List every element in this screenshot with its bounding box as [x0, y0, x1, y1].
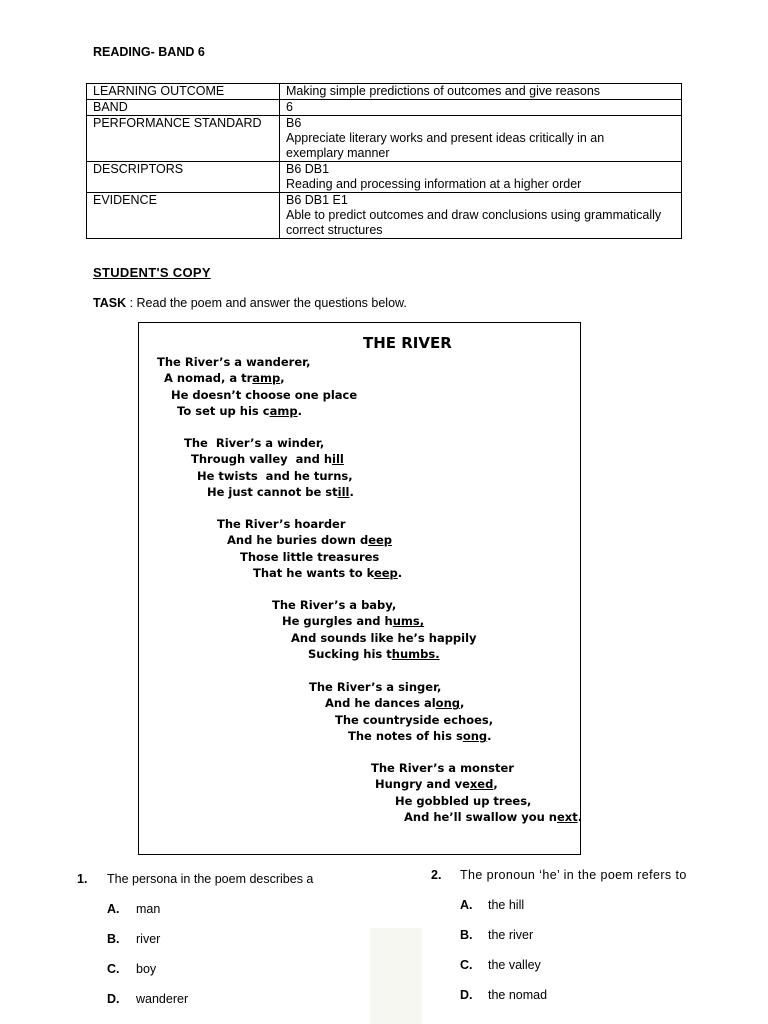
option-text: the valley	[488, 958, 541, 972]
rubric-label: DESCRIPTORS	[87, 162, 280, 193]
document-title: READING- BAND 6	[93, 45, 205, 59]
poem-rhyme-underline: ill	[332, 452, 344, 467]
option-text: river	[136, 932, 161, 946]
option-letter: A.	[107, 902, 120, 916]
poem-rhyme-underline: ong	[435, 696, 460, 711]
poem-rhyme-underline: ext	[556, 809, 578, 824]
option-letter: A.	[460, 898, 473, 912]
poem-line-punctuation: .	[297, 403, 302, 418]
poem-line	[272, 598, 396, 612]
poem-line-punctuation: ,	[280, 371, 285, 386]
poem-line	[348, 729, 492, 743]
poem-line-text: He gobbled up trees,	[395, 793, 532, 808]
rubric-value-line: B6	[286, 116, 302, 130]
option-letter: C.	[107, 962, 120, 976]
poem-rhyme-underline: ill	[337, 484, 350, 499]
poem-line-text: To set up his c	[177, 403, 270, 418]
option-letter: D.	[107, 992, 120, 1006]
poem-line	[164, 371, 285, 385]
option-text: the nomad	[488, 988, 548, 1002]
poem-line	[197, 469, 353, 483]
poem-line-punctuation: .	[397, 565, 403, 580]
rubric-value	[280, 84, 682, 100]
poem-line-text: Sucking his t	[308, 646, 392, 661]
poem-rhyme-underline: ong	[462, 728, 488, 743]
rubric-value	[280, 162, 682, 193]
option-letter: B.	[107, 932, 120, 946]
rubric-value-line: Appreciate literary works and present ideas critically in an	[286, 131, 605, 145]
poem-line	[240, 550, 379, 564]
poem-line	[282, 614, 424, 628]
option-text: boy	[136, 962, 157, 976]
poem-line-text: He twists and he turns,	[197, 468, 353, 483]
rubric-value-line: B6 DB1 E1	[286, 193, 348, 207]
poem-line-text: The River’s hoarder	[217, 517, 346, 531]
poem-line	[309, 680, 441, 694]
poem-line-text: The River’s a winder,	[184, 436, 325, 450]
poem-line-punctuation: .	[349, 484, 354, 499]
poem-line	[325, 696, 464, 710]
rubric-value-line: Making simple predictions of outcomes and give reasons	[286, 84, 601, 98]
poem-line-text: And sounds like he’s happily	[291, 630, 477, 645]
poem-line	[308, 647, 440, 661]
poem-line-text: Those little treasures	[240, 549, 380, 564]
rubric-value	[280, 193, 682, 239]
option-letter: C.	[460, 958, 473, 972]
poem-line-text: The notes of his s	[348, 728, 463, 743]
option-letter: D.	[460, 988, 473, 1002]
poem-line-text: The countryside echoes,	[335, 712, 494, 727]
poem-line-text: Hungry and ve	[375, 777, 470, 792]
poem-line	[207, 485, 354, 499]
rubric-value-line: exemplary manner	[286, 146, 390, 160]
poem-line-punctuation: .	[487, 728, 492, 743]
poem-line-text: That he wants to k	[253, 565, 374, 580]
rubric-value	[280, 116, 682, 162]
poem-line	[335, 713, 493, 727]
rubric-value-line: 6	[286, 100, 293, 114]
poem-line	[291, 631, 477, 645]
rubric-row	[87, 162, 682, 193]
poem-line	[191, 452, 344, 466]
poem-line-text: A nomad, a tr	[164, 371, 253, 386]
poem-line	[157, 355, 311, 369]
rubric-value-line: Able to predict outcomes and draw conclusions using grammatically	[286, 208, 662, 222]
rubric-row	[87, 116, 682, 162]
poem-line-text: He just cannot be st	[207, 484, 338, 499]
poem-line	[227, 533, 392, 547]
poem-title: THE RIVER	[363, 334, 452, 352]
rubric-label: LEARNING OUTCOME	[87, 84, 280, 100]
poem-line	[371, 761, 514, 775]
option-text: the hill	[488, 898, 525, 912]
rubric-value	[280, 100, 682, 116]
poem-line-text: And he buries down d	[227, 533, 369, 548]
rubric-label: BAND	[87, 100, 280, 116]
poem-line	[171, 388, 357, 402]
rubric-row	[87, 84, 682, 100]
poem-line-text: And he’ll swallow you n	[404, 809, 557, 824]
poem-line-text: He gurgles and h	[282, 614, 393, 629]
question-1-number: 1.	[77, 872, 88, 886]
rubric-row	[87, 193, 682, 239]
poem-line-text: The River’s a wanderer,	[157, 355, 311, 369]
poem-rhyme-underline: amp	[252, 371, 281, 386]
poem-rhyme-underline: eep	[373, 565, 398, 580]
rubric-table	[86, 83, 682, 239]
poem-line-punctuation: ,	[493, 777, 498, 792]
poem-rhyme-underline: ums,	[392, 614, 425, 629]
poem-line-text: The River’s a monster	[371, 761, 514, 775]
rubric-value-line: Reading and processing information at a higher order	[286, 177, 582, 191]
task-instruction	[93, 296, 407, 310]
poem-line-text: And he dances al	[325, 696, 436, 711]
poem-line-punctuation: ,	[460, 696, 465, 711]
question-2-number: 2.	[431, 868, 442, 882]
option-letter: B.	[460, 928, 473, 942]
poem-line	[375, 777, 498, 791]
question-1-text: The persona in the poem describes a	[107, 872, 314, 886]
task-label: TASK	[93, 296, 127, 310]
poem-line	[217, 517, 346, 531]
poem-line-text: The River’s a baby,	[272, 598, 397, 612]
poem-box	[138, 322, 581, 855]
poem-line	[404, 810, 582, 824]
rubric-row	[87, 100, 682, 116]
poem-line-text: The River’s a singer,	[309, 680, 442, 694]
poem-rhyme-underline: humbs.	[391, 646, 440, 661]
rubric-label: EVIDENCE	[87, 193, 280, 239]
poem-line-text: Through valley and h	[191, 452, 333, 467]
poem-line-punctuation: .	[577, 809, 583, 824]
poem-line	[253, 566, 402, 580]
poem-line	[184, 436, 324, 450]
rubric-value-line: correct structures	[286, 223, 383, 237]
poem-rhyme-underline: eep	[368, 533, 393, 548]
option-text: man	[136, 902, 161, 916]
section-heading: STUDENT'S COPY	[93, 265, 211, 280]
scan-shading	[370, 928, 422, 1024]
option-text: the river	[488, 928, 534, 942]
rubric-value-line: B6 DB1	[286, 162, 330, 176]
question-2-text: The pronoun ‘he’ in the poem refers to	[460, 868, 687, 882]
rubric-label: PERFORMANCE STANDARD	[87, 116, 280, 162]
option-text: wanderer	[136, 992, 189, 1006]
poem-line-text: He doesn’t choose one place	[171, 387, 358, 402]
poem-rhyme-underline: amp	[269, 403, 298, 418]
poem-line	[395, 794, 531, 808]
poem-line	[177, 404, 302, 418]
poem-rhyme-underline: xed	[469, 777, 494, 792]
task-text: : Read the poem and answer the questions below.	[126, 296, 407, 310]
